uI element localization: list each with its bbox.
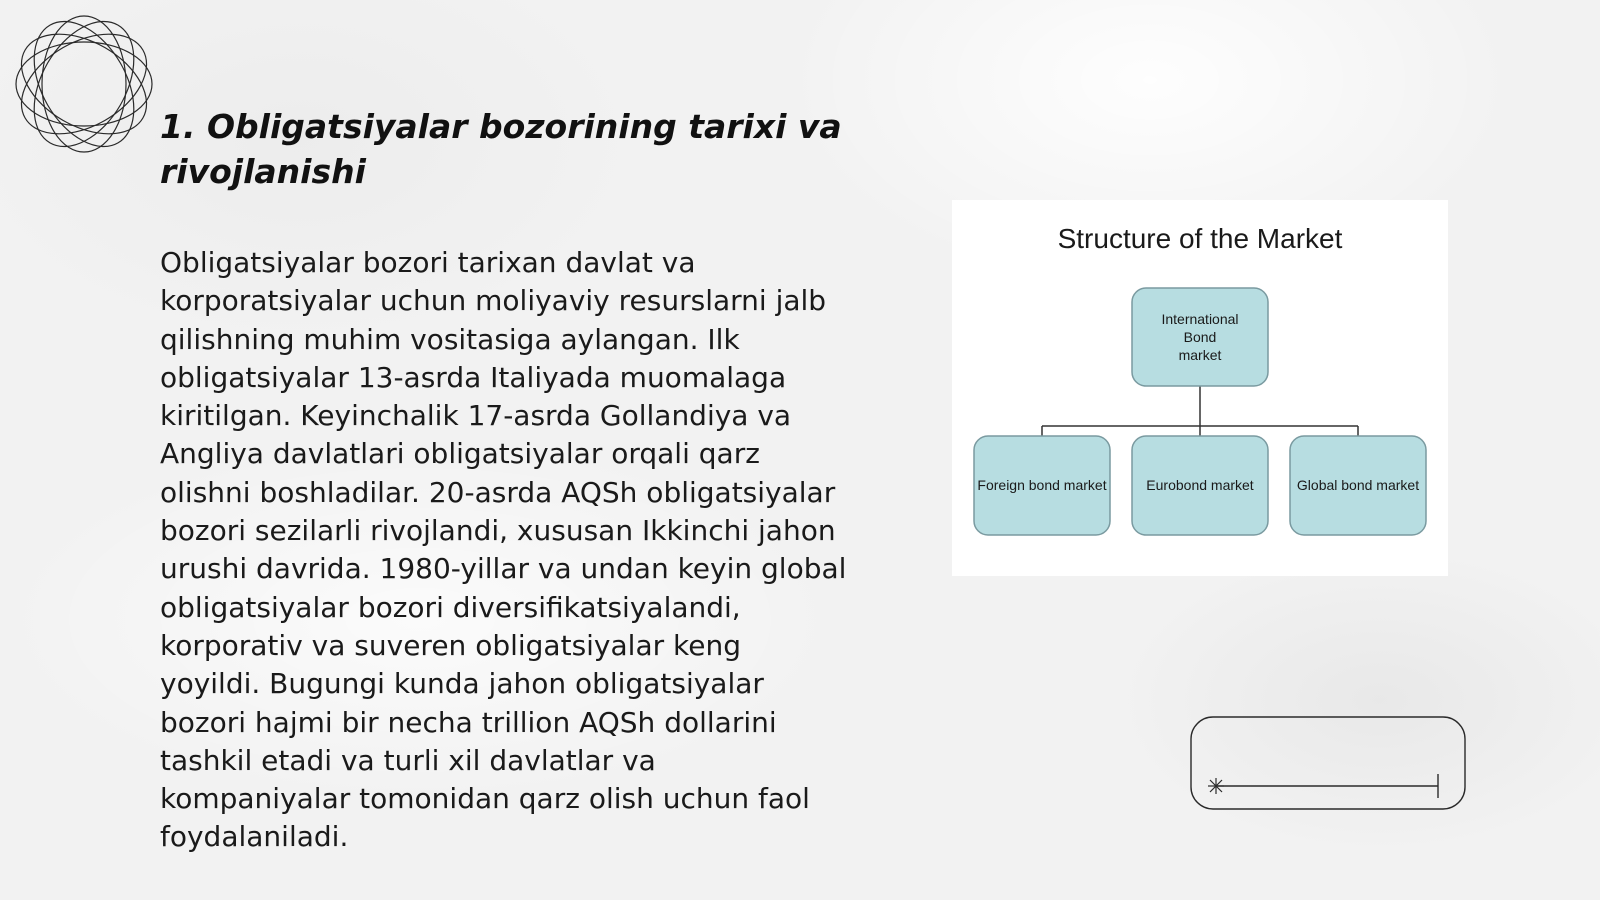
circle-ornament-icon: [10, 10, 158, 158]
market-structure-diagram: [952, 200, 1448, 576]
node-foreign-bond-market: [974, 436, 1110, 535]
node-eurobond-market: [1132, 436, 1268, 535]
node-label: Eurobond market: [1146, 477, 1254, 493]
slide-body-text: Obligatsiyalar bozori tarixan davlat va korporatsiyalar uchun moliyaviy resurslarni jalb qilishning muhim vositasiga aylangan. Ilk obligatsiyalar 13-asrda Italiyada muomalaga kiritilgan. Keyinchalik 17-asrda Gollandiya va Angliya davlatlari obligatsiyalar orqali qarz olishni boshladilar. 20-asrda AQSh obligatsiyalar bozori sezilarli rivojlandi, xususan Ikkinchi jahon urushi davrida. 1980-yillar va undan keyin global obligatsiyalar bozori diversifikatsiyalandi, korporativ va suveren obligatsiyalar keng yoyildi. Bugungi kunda jahon obligatsiyalar bozori hajmi bir necha trillion AQSh dollarini tashkil etadi va turli xil davlatlar va kompaniyalar tomonidan qarz olish uchun faol foydalaniladi.: [160, 246, 847, 854]
node-label: Foreign bond market: [977, 477, 1107, 493]
node-label: Global bond market: [1296, 477, 1420, 493]
root-line-2: Bond: [1183, 329, 1217, 345]
diagram-title: Structure of the Market: [1057, 223, 1343, 254]
node-international-bond-market: [1132, 288, 1268, 386]
root-line-1: International: [1161, 311, 1239, 327]
starburst-line-icon: [1190, 716, 1466, 810]
node-global-bond-market: [1290, 436, 1426, 535]
root-line-3: market: [1178, 347, 1222, 363]
slide-title: 1. Obligatsiyalar bozorining tarixi va rivojlanishi: [160, 107, 842, 191]
